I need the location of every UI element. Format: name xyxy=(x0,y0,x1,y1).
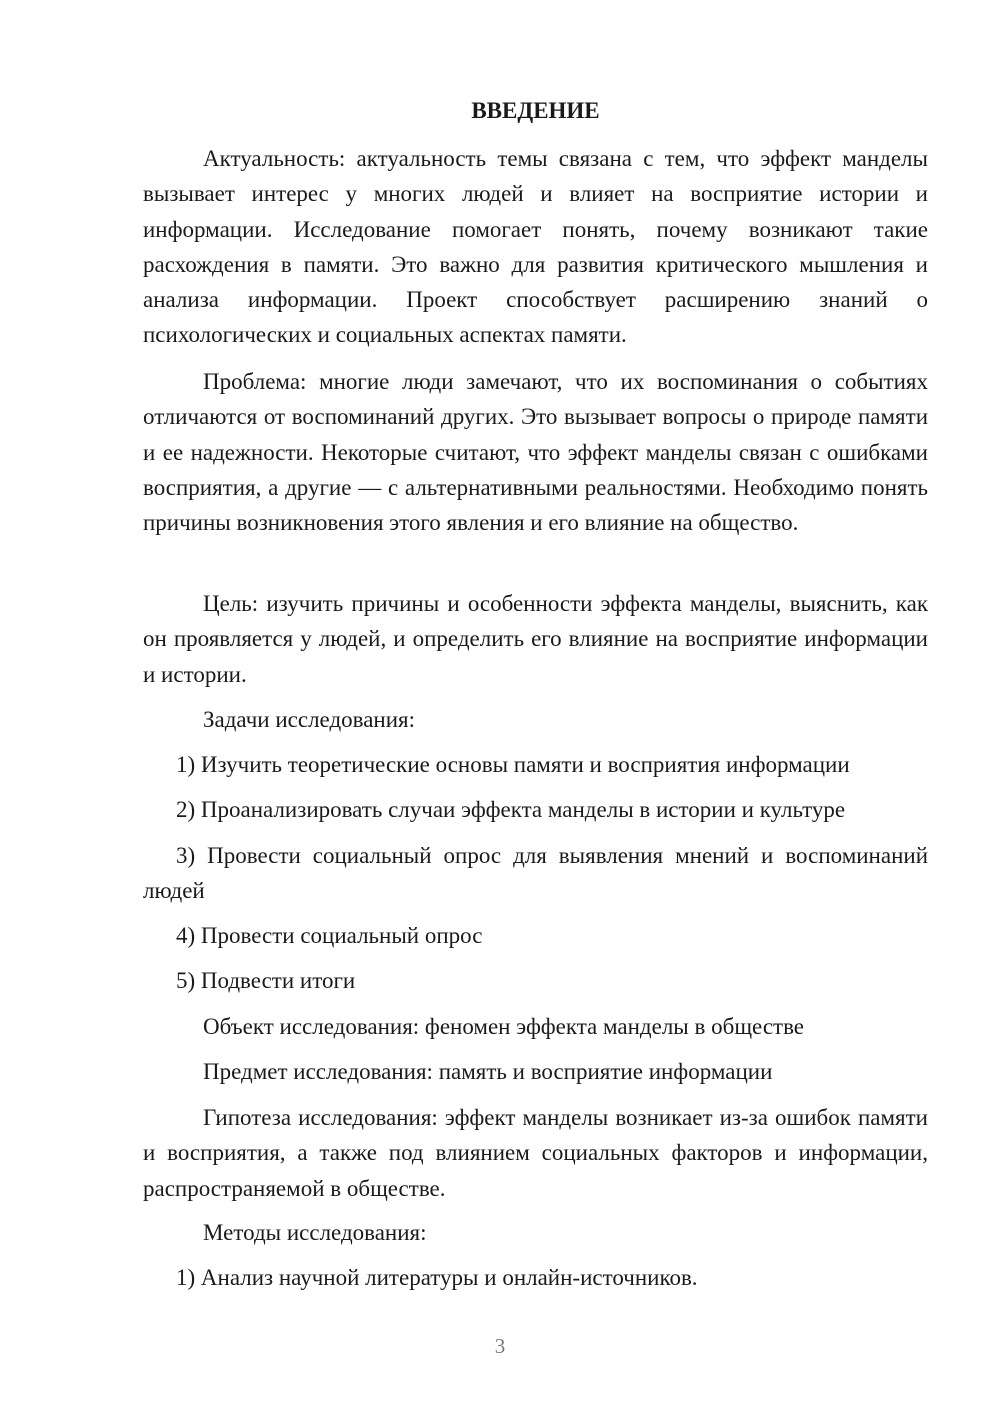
goal-paragraph: Цель: изучить причины и особенности эффекта манделы, выяснить, как он проявляется у людей, и определить его влияние на восприятие информации и истории. xyxy=(143,591,928,687)
hypothesis-paragraph: Гипотеза исследования: эффект манделы возникает из-за ошибок памяти и восприятия, а также под влиянием социальных факторов и информации, распространяемой в обществе. xyxy=(143,1105,928,1201)
tasks-label: Задачи исследования: xyxy=(203,707,416,732)
research-subject: Предмет исследования: память и восприятие информации xyxy=(203,1059,773,1084)
task-item-2: 2) Проанализировать случаи эффекта манделы в истории и культуре xyxy=(176,797,846,822)
page-number: 3 xyxy=(494,1334,506,1358)
method-item-1: 1) Анализ научной литературы и онлайн-источников. xyxy=(176,1265,698,1290)
task-item-5: 5) Подвести итоги xyxy=(176,968,356,993)
section-heading: ВВЕДЕНИЕ xyxy=(471,98,600,123)
task-item-4: 4) Провести социальный опрос xyxy=(176,923,483,948)
problem-paragraph: Проблема: многие люди замечают, что их воспоминания о событиях отличаются от воспоминаний других. Это вызывает вопросы о природе памяти и ее надежности. Некоторые считают, что эффект манделы связан с ошибками восприятия, а другие — с альтернативными реальностями. Необходимо понять причины возникновения этого явления и его влияние на общество. xyxy=(143,369,928,536)
relevance-paragraph: Актуальность: актуальность темы связана с тем, что эффект манделы вызывает интерес у многих людей и влияет на восприятие истории и информации. Исследование помогает понять, почему возникают такие расхождения в памяти. Это важно для развития критического мышления и анализа информации. Проект способствует расширению знаний о психологических и социальных аспектах памяти. xyxy=(143,146,928,348)
research-object: Объект исследования: феномен эффекта манделы в обществе xyxy=(203,1014,805,1039)
task-item-1: 1) Изучить теоретические основы памяти и восприятия информации xyxy=(176,752,850,777)
methods-label: Методы исследования: xyxy=(203,1220,427,1245)
task-item-3: 3) Провести социальный опрос для выявления мнений и воспоминаний людей xyxy=(143,843,928,904)
